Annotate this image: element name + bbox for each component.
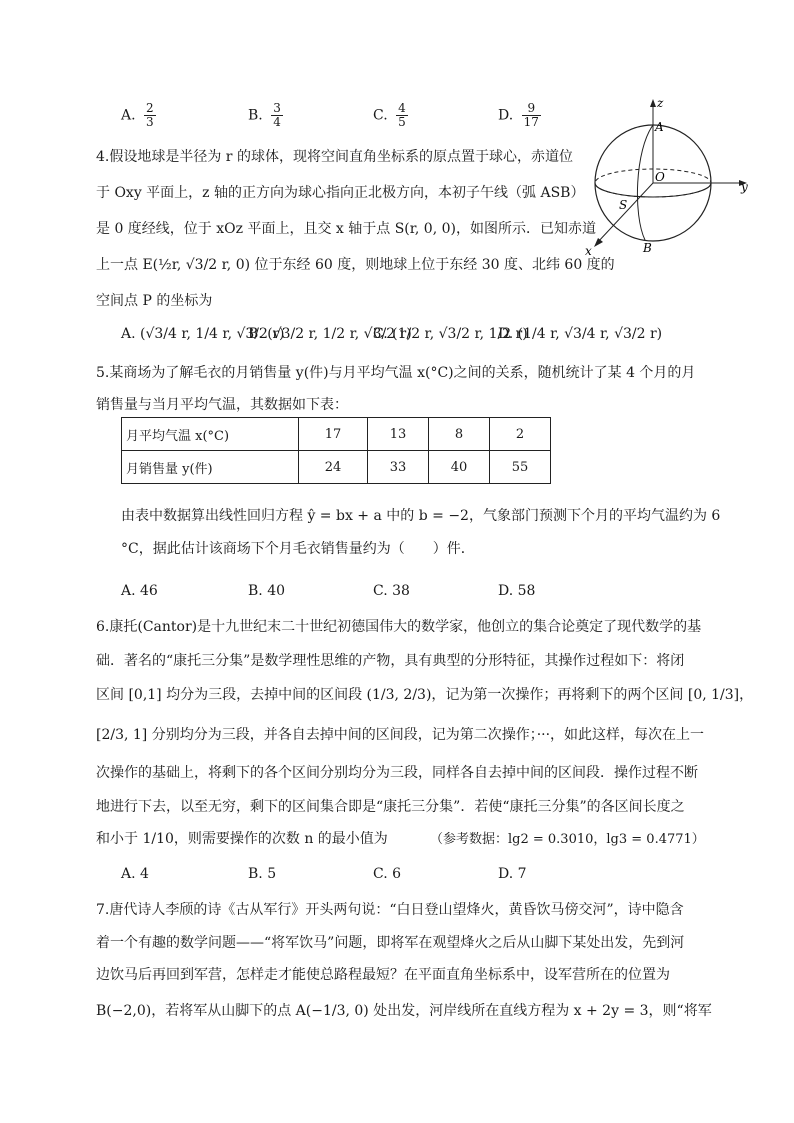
table-header-temperature: 月平均气温 x(°C) [122,418,299,451]
q6-option-d: D. 7 [498,866,527,882]
table-cell: 40 [429,451,490,484]
q6-line-3: 区间 [0,1] 均分为三段，去掉中间的区间段 (1/3, 2/3)，记为第一次操作；再将剩下的两个区间 [0, 1/3]， [96,687,754,703]
table-cell: 2 [490,418,551,451]
q6-line-4: [2/3, 1] 分别均分为三段，并各自去掉中间的区间段，记为第二次操作；···，如此这样，每次在上一 [96,727,705,743]
q3-option-a: A. 2 3 [121,101,154,129]
table-cell: 13 [368,418,429,451]
sphere-figure [585,95,755,260]
equator-front [595,183,711,197]
q5-line-4: °C，据此估计该商场下个月毛衣销售量约为（ ）件． [121,541,475,557]
table-header-sales: 月销售量 y(件) [122,451,299,484]
q3-option-b-fraction: 3 4 [273,101,281,129]
q4-option-b: B. (√3/2 r, 1/2 r, √3/2 r) [248,326,412,342]
label-S: S [619,198,628,212]
q6-line-5: 次操作的基础上，将剩下的各个区间分别均分为三段，同样各自去掉中间的区间段．操作过程不断 [96,765,698,781]
label-O: O [655,170,665,184]
q5-line-1: 5.某商场为了解毛衣的月销售量 y(件)与月平均气温 x(°C)之间的关系，随机统计了某 4 个月的月 [96,365,696,381]
q6-option-b: B. 5 [248,866,277,882]
z-arrow-icon [650,99,656,107]
q4-option-c: C. (1/2 r, √3/2 r, 1/2 r) [373,326,528,342]
q5-option-b: B. 40 [248,583,286,599]
q5-line-2: 销售量与当月平均气温，其数据如下表： [96,397,348,413]
q5-option-c: C. 38 [373,583,410,599]
q6-line-1: 6.康托(Cantor)是十九世纪末二十世纪初德国伟大的数学家，他创立的集合论奠定了现代数学的基 [96,619,702,635]
q7-line-4: B(−2,0)，若将军从山脚下的点 A(−1/3, 0) 处出发，河岸线所在直线方程为 x + 2y = 3，则“将军 [96,1003,712,1019]
q4-option-a: A. (√3/4 r, 1/4 r, √3/2 r) [121,326,285,342]
q4-line-4: 上一点 E(½r, √3/2 r, 0) 位于东经 60 度，则地球上位于东经 30 度、北纬 60 度的 [96,257,615,273]
q3-option-d-fraction: 9 17 [523,101,539,129]
q7-line-2: 着一个有趣的数学问题——“将军饮马”问题，即将军在观望烽火之后从山脚下某处出发，先到河 [96,935,685,951]
label-A: A [655,120,664,134]
q4-line-5: 空间点 P 的坐标为 [96,293,213,309]
q6-option-a: A. 4 [121,866,149,882]
label-B: B [643,241,652,255]
table-row [122,418,551,451]
q4-line-1: 4.假设地球是半径为 r 的球体，现将空间直角坐标系的原点置于球心，赤道位 [96,149,573,165]
q3-option-b: B. 3 4 [248,101,281,129]
label-z: z [657,96,664,110]
q7-line-1: 7.唐代诗人李颀的诗《古从军行》开头两句说：“白日登山望烽火，黄昏饮马傍交河”，诗中隐含 [96,902,684,918]
q5-data-table [121,417,551,484]
q3-option-d: D. 9 17 [498,101,539,129]
table-row [122,451,551,484]
q3-option-c: C. 4 5 [373,101,406,129]
q6-reference-data: （参考数据：lg2 = 0.3010，lg3 = 0.4771） [430,832,705,847]
prime-meridian [637,125,653,240]
q3-option-a-fraction: 2 3 [146,101,154,129]
table-cell: 55 [490,451,551,484]
label-y: y [741,180,748,194]
table-cell: 17 [299,418,368,451]
q6-line-7: 和小于 1/10，则需要操作的次数 n 的最小值为 [96,831,388,847]
q6-line-2: 础．著名的“康托三分集”是数学理性思维的产物，具有典型的分形特征，其操作过程如下：将闭 [96,653,685,669]
q6-line-6: 地进行下去，以至无穷，剩下的区间集合即是“康托三分集”．若使“康托三分集”的各区间长度之 [96,799,685,815]
label-x: x [585,244,592,258]
x-arrow-icon [594,238,603,247]
q5-option-d: D. 58 [498,583,536,599]
q3-option-c-fraction: 4 5 [398,101,406,129]
table-cell: 8 [429,418,490,451]
q4-line-2: 于 Oxy 平面上，z 轴的正方向为球心指向正北极方向，本初子午线（弧 ASB） [96,185,585,201]
table-cell: 24 [299,451,368,484]
q5-option-a: A. 46 [121,583,158,599]
q4-line-3: 是 0 度经线，位于 xOz 平面上，且交 x 轴于点 S(r, 0, 0)，如图所示．已知赤道 [96,221,596,237]
q5-line-3: 由表中数据算出线性回归方程 ŷ = bx + a 中的 b = −2，气象部门预测下个月的平均气温约为 6 [121,508,721,524]
q6-option-c: C. 6 [373,866,402,882]
q7-line-3: 边饮马后再回到军营，怎样走才能使总路程最短？在平面直角坐标系中，设军营所在的位置为 [96,967,670,983]
table-cell: 33 [368,451,429,484]
q4-option-d: D. (1/4 r, √3/4 r, √3/2 r) [498,326,663,342]
